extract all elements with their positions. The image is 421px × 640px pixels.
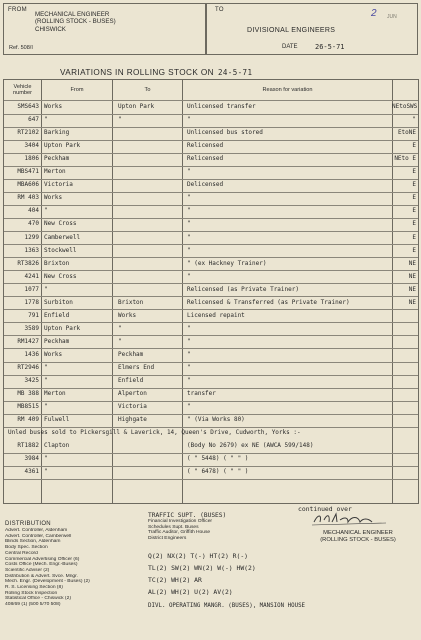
table-row [4,414,418,426]
cell-reason: Relicensed [187,155,224,163]
row-divider [4,244,418,245]
cell-vehicle: RM 403 [17,194,39,202]
cell-vehicle: 1363 [24,246,39,254]
cell-to: Enfield [118,377,144,385]
cell-to: Works [118,311,137,319]
cell-vehicle: 3589 [24,324,39,332]
table-row [4,258,418,270]
district-codes [148,550,256,598]
cell-vehicle: 1436 [24,350,39,358]
cell-vehicle: 1299 [24,233,39,241]
traffic-item: District Engineers [148,536,187,542]
district-code-line: TC(2) WH(2) AR [148,576,202,584]
cell-from: Stockwell [44,246,77,254]
received-stamp-number: 2 [371,8,377,19]
row-divider [4,153,418,154]
sold-note: Unled buses sold to Pickersgill & Laverick, 14, Queen's Drive, Cudworth, Yorks :- [8,429,301,437]
page-title: VARIATIONS IN ROLLING STOCK ON 24-5-71 [60,68,253,77]
cell-vehicle: MBA606 [17,181,39,189]
cell-reason: Relicensed & Transferred (as Private Trainer) [187,298,350,306]
cell-from: " [44,364,48,371]
distribution-item: Distribution & Advert. Svce. Mngr. [5,573,78,579]
cell-from: Upton Park [44,142,81,150]
cell-vehicle: 3404 [24,142,39,150]
signature-icon [310,510,390,528]
traffic-item: Traffic Auditor, Griffith House [148,530,211,536]
row-divider [4,375,418,376]
cell-reason: " [187,116,191,124]
sold-row [4,466,418,478]
distribution-item: R. S. Licensing Section (8) [5,585,63,591]
cell-reason: ( " 5448) ( " " ) [187,455,249,463]
cell-from: " [44,116,48,124]
cell-reason: " [187,272,191,280]
traffic-head: TRAFFIC SUPT. (BUSES) [148,512,227,519]
distribution-item: Central Record [5,550,38,556]
cell-vehicle: 4361 [24,468,39,476]
cell-vehicle: 3984 [24,455,39,463]
table-row [4,284,418,296]
district-code-line: TL(2) SW(2) WN(2) W(-) HW(2) [148,564,256,572]
continued-note: continued over [298,505,352,513]
table-row [4,232,418,244]
from-label: FROM [8,7,27,13]
distribution-item: Blinds Section, Aldenham [5,539,61,545]
cell-code: E [412,233,416,241]
cell-code: E [412,142,416,150]
cell-to: Elmers End [118,364,155,371]
cell-reason: " (ex Hackney Trainer) [187,259,267,267]
cell-vehicle: RT2946 [17,364,39,371]
table-row [4,388,418,400]
cell-from: Camberwell [44,233,81,241]
cell-reason: " [187,337,191,345]
cell-reason: " [187,194,191,202]
cell-vehicle: 1077 [24,285,39,293]
cell-code: NE [408,259,416,267]
district-code-line: AL(2) WH(2) U(2) AV(2) [148,588,233,596]
cell-vehicle: RM1427 [17,337,39,345]
distribution-item: 408/69 (1) (500 5/70 508) [5,602,61,608]
distribution-title: DISTRIBUTION [5,521,51,527]
sold-note-row [4,427,418,439]
cell-vehicle: RM 409 [17,416,39,424]
district-code-line: Q(2) NX(2) T(-) HT(2) R(-) [148,552,249,560]
cell-vehicle: RT2102 [17,129,39,137]
cell-reason: " [187,220,191,228]
cell-reason: Unlicensed bus stored [187,129,263,137]
row-divider [4,270,418,271]
operating-manager: DIVL. OPERATING MANGR. (BUSES), MANSION HOUSE [148,603,306,609]
cell-from: Upton Park [44,324,81,332]
distribution-item: Statistical Office - Chiswick (2) [5,596,71,602]
distribution-item: Mech. Engr. (Development - Buses) (2) [5,579,90,585]
cell-from: Works [44,103,63,110]
cell-reason: Unlicensed transfer [187,103,256,110]
cell-from: Brixton [44,259,70,267]
row-divider [4,427,418,428]
row-divider [4,309,418,310]
cell-vehicle: 4241 [24,272,39,280]
cell-vehicle: 791 [28,311,39,319]
row-divider [4,114,418,115]
reference-number: Ref. 508/I [9,45,33,51]
cell-to: Peckham [118,350,144,358]
table-row [4,205,418,217]
cell-from: Peckham [44,337,70,345]
cell-reason: (Body No 2679) ex NE (AWCA 599/148) [187,442,314,450]
distribution-item: Commercial Advertising Officer (6) [5,556,80,562]
cell-reason: " [187,168,191,176]
cell-code: E [412,220,416,228]
cell-code: EtoNE [397,129,416,137]
traffic-item: Financial Investigation Officer [148,519,213,524]
cell-vehicle: MB8515 [17,403,39,411]
table-row [4,166,418,178]
to-label: TO [215,7,224,13]
cell-reason: " (Via Works 80) [187,416,245,424]
row-divider [4,362,418,363]
cell-from: New Cross [44,220,77,228]
title-date: 24-5-71 [217,68,253,77]
row-divider [4,218,418,219]
cell-to: " [118,324,122,332]
column-header-to: To [144,86,151,93]
distribution-item: Costs Office (Mech. Engr.-Buses) [5,562,78,568]
table-row [4,336,418,348]
cell-from: Fulwell [44,416,70,424]
cell-code: NE [408,298,416,306]
table-row [4,179,418,191]
traffic-item: Schedules Supt. Buses [148,524,199,530]
cell-from: " [44,468,48,476]
table-row [4,140,418,152]
to-name: DIVISIONAL ENGINEERS [247,27,336,34]
cell-reason: " [187,246,191,254]
cell-reason: ( " 6478) ( " " ) [187,468,249,476]
row-divider [4,257,418,258]
date-value: 26-5-71 [315,43,345,51]
from-box [3,3,206,55]
row-divider [4,322,418,323]
distribution-list [5,528,123,608]
column-header-reason: Reason for variation [262,86,313,93]
cell-from: New Cross [44,272,77,280]
cell-from: " [44,207,48,215]
cell-reason: Licensed repaint [187,311,245,319]
cell-from: Merton [44,390,66,398]
cell-to: Alperton [118,390,147,398]
cell-vehicle: 1806 [24,155,39,163]
table-row [4,271,418,283]
received-stamp-month: JUN [387,14,397,20]
cell-reason: " [187,207,191,215]
cell-vehicle: MB 388 [17,390,39,398]
cell-from: Victoria [44,181,73,189]
table-row [4,192,418,204]
cell-vehicle: 470 [28,220,39,228]
cell-reason: " [187,377,191,385]
cell-from: " [44,403,48,411]
to-box [206,3,418,55]
cell-code: E [412,168,416,176]
table-row [4,297,418,309]
cell-from: Works [44,350,63,358]
row-divider [4,414,418,415]
row-divider [4,348,418,349]
cell-to: Upton Park [118,103,155,110]
cell-code: " [412,116,416,124]
table-row [4,323,418,335]
table-row [4,101,418,113]
row-divider [4,296,418,297]
table-row [4,127,418,139]
cell-from: Clapton [44,442,70,450]
row-divider [4,401,418,402]
row-divider [4,466,418,467]
cell-code: NE [408,272,416,280]
cell-code: NEtoSWS [392,103,418,110]
cell-reason: " [187,364,191,371]
cell-vehicle: 647 [28,116,39,124]
cell-from: " [44,455,48,463]
row-divider [4,140,418,141]
cell-code: E [412,207,416,215]
row-divider [4,388,418,389]
cell-from: Barking [44,129,70,137]
distribution-item: Scientific Adviser (2) [5,567,50,573]
table-row [4,375,418,387]
cell-from: Works [44,194,63,202]
cell-reason: transfer [187,390,216,398]
table-row [4,114,418,126]
cell-to: Highgate [118,416,147,424]
sold-row [4,453,418,465]
table-row [4,401,418,413]
cell-reason: " [187,233,191,241]
cell-from: " [44,377,48,385]
cell-from: Merton [44,168,66,176]
cell-reason: Relicensed (as Private Trainer) [187,285,299,293]
cell-to: Brixton [118,298,144,306]
row-divider [4,166,418,167]
cell-code: NEto E [394,155,416,163]
traffic-block [148,512,298,542]
cell-code: E [412,194,416,202]
cell-code: NE [408,285,416,293]
cell-vehicle: RT3826 [17,259,39,267]
table-row [4,349,418,361]
row-divider [4,453,418,454]
cell-from: Peckham [44,155,70,163]
table-row [4,310,418,322]
row-divider [4,127,418,128]
distribution-item: Advert. Controller, Aldenham [5,528,68,533]
signature-title: MECHANICAL ENGINEER (ROLLING STOCK - BUSES) [320,530,396,543]
cell-code: E [412,246,416,254]
cell-reason: Relicensed [187,142,224,150]
cell-reason: " [187,324,191,332]
cell-from: Surbiton [44,298,73,306]
cell-vehicle: 1778 [24,298,39,306]
row-divider [4,231,418,232]
cell-reason: Delicensed [187,181,224,189]
cell-from: " [44,285,48,293]
distribution-item: Body Spec. Section [5,545,48,551]
distribution-item: Advert. Controller, Camberwell [5,533,72,539]
cell-vehicle: 3425 [24,377,39,385]
row-divider [4,205,418,206]
row-divider [4,479,418,480]
cell-code: E [412,181,416,189]
cell-reason: " [187,403,191,411]
cell-vehicle: 404 [28,207,39,215]
cell-from: Enfield [44,311,70,319]
row-divider [4,283,418,284]
traffic-list [148,519,298,542]
cell-to: " [118,337,122,345]
row-divider [4,179,418,180]
cell-to: Victoria [118,403,147,411]
table-row [4,153,418,165]
sold-row [4,440,418,452]
cell-vehicle: SMS643 [17,103,39,110]
row-divider [4,335,418,336]
cell-vehicle: MBS471 [17,168,39,176]
table-row [4,245,418,257]
variations-table [3,79,419,504]
date-label: DATE [282,44,298,50]
cell-vehicle: RT1882 [17,442,39,450]
table-row [4,218,418,230]
cell-to: " [118,116,122,124]
cell-reason: " [187,350,191,358]
row-divider [4,192,418,193]
table-row [4,362,418,374]
column-header-from: From [70,86,84,93]
column-header-vehicle: Vehicle number [13,83,32,96]
from-name: MECHANICAL ENGINEER (ROLLING STOCK - BUSES) CHISWICK [35,11,116,33]
distribution-item: Rolling Stock Inspection [5,590,58,596]
